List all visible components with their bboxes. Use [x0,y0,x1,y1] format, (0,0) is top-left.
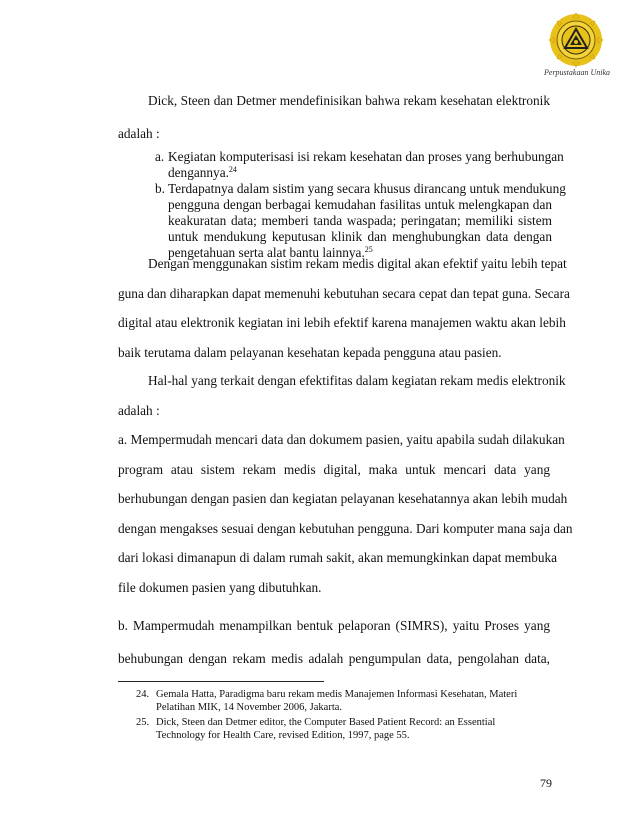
footnote-line: Dick, Steen dan Detmer editor, the Computer Based Patient Record: an Essential [156,717,496,728]
paragraph-line: guna dan diharapkan dapat memenuhi kebutuhan secara cepat dan tepat guna. Secara [118,285,570,301]
paragraph-line: berhubungan dengan pasien dan kegiatan pelayanan kesehatannya akan lebih mudah [118,491,568,506]
list-item [155,149,564,183]
paragraph-line: a. Mempermudah mencari data dan dokumem pasien, yaitu apabila sudah dilakukan [118,432,565,447]
paragraph-line: dengan mengakses sesuai dengan kebutuhan pengguna. Dari komputer mana saja dan [118,520,573,536]
footnote-separator [118,681,324,682]
paragraph-line: Hal-hal yang terkait dengan efektifitas dalam kegiatan rekam medis elektronik [148,373,566,388]
paragraph-line: behubungan dengan rekam medis adalah pengumpulan data, pengolahan data, [118,651,550,666]
footnote-ref: 25 [364,245,373,254]
paragraph-line: program atau sistem rekam medis digital, maka untuk mencari data yang [118,461,550,477]
paragraph-line: adalah : [118,126,160,141]
list-line: untuk mendukung keputusan klinik dan menghubungkan data dengan [168,229,552,244]
paragraph-line: baik terutama dalam pelayanan kesehatan kepada pengguna atau pasien. [118,344,502,360]
list-marker: b. [155,181,165,196]
list-line: Terdapatnya dalam sistim yang secara khusus dirancang untuk mendukung [168,181,566,196]
paragraph-line: Dick, Steen dan Detmer mendefinisikan bahwa rekam kesehatan elektronik [148,93,550,108]
paragraph-line: b. Mampermudah menampilkan bentuk pelaporan (SIMRS), yaitu Proses yang [118,618,550,633]
paragraph-line: digital atau elektronik kegiatan ini lebih efektif karena manajemen waktu akan lebih [118,315,566,330]
list-line: Kegiatan komputerisasi isi rekam kesehatan dan proses yang berhubungan [168,149,564,164]
footnote-number: 24. [136,689,150,700]
paragraph-line: file dokumen pasien yang dibutuhkan. [118,579,322,595]
list-item [155,181,566,265]
paragraph-line: Dengan menggunakan sistim rekam medis digital akan efektif yaitu lebih tepat [148,256,567,271]
page-number: 79 [540,776,552,790]
footnotes [136,688,546,744]
footnote-line: Pelatihan MIK, 14 November 2006, Jakarta. [156,702,343,713]
library-name: Perpustakaan Unika [544,68,610,77]
footnote-line: Technology for Health Care, revised Edition, 1997, page 55. [156,730,410,741]
list-line-last: pengetahuan serta alat bantu lainnya.$^{25}$ [168,245,373,260]
footnote-ref: 24 [228,165,237,174]
footnote [136,688,546,714]
paragraph-line: adalah : [118,402,160,418]
footnote-number: 25. [136,717,150,728]
footnote-line: Gemala Hatta, Paradigma baru rekam medis Manajemen Informasi Kesehatan, Materi [156,689,518,700]
unika-seal-icon [548,12,604,68]
list-line-last: dengannya.$^{24}$ [168,165,237,180]
list-marker: a. [155,149,165,164]
list-line: keakuratan data; memberi tanda waspada; peringatan; memiliki sistem [168,213,552,228]
paragraph-line: dari lokasi dimanapun di dalam rumah sakit, akan memungkinkan dapat membuka [118,550,558,565]
footnote [136,716,546,742]
list-line: pengguna dengan berbagai kemudahan fasilitas untuk melengkapan dan [168,197,552,212]
